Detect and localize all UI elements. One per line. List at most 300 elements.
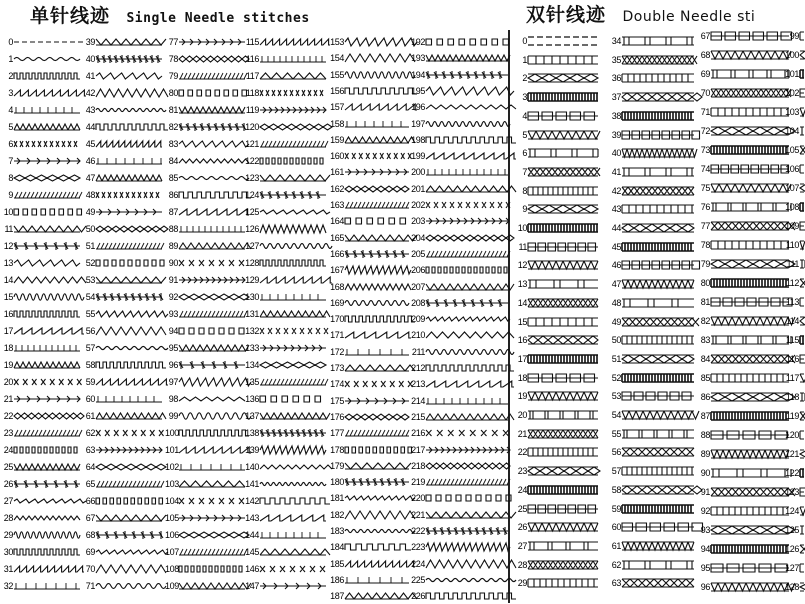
single-needle-stitch-row — [409, 539, 508, 555]
single-needle-stitch-number: 91 — [168, 275, 178, 285]
double-needle-stitch-row — [783, 541, 804, 557]
double-needle-stitch-number: 68 — [700, 50, 710, 60]
single-needle-stitch-row — [82, 374, 162, 390]
single-needle-stitch-pattern — [96, 290, 162, 304]
double-needle-stitch-row — [608, 145, 694, 161]
single-needle-stitch-row — [82, 153, 162, 169]
double-needle-stitch-pattern — [622, 427, 694, 441]
single-needle-stitch-pattern — [14, 137, 80, 151]
double-needle-stitch-row — [697, 579, 789, 595]
single-needle-stitch-row — [409, 116, 508, 132]
single-needle-stitch-number: 15 — [3, 292, 13, 302]
double-needle-stitch-row — [783, 161, 804, 177]
double-needle-stitch-pattern — [528, 146, 598, 160]
single-needle-stitch-number: 159 — [330, 134, 344, 145]
double-needle-stitch-pattern — [711, 485, 789, 499]
double-needle-stitch-number: 10 — [517, 223, 527, 233]
double-needle-stitch-pattern — [528, 408, 598, 422]
double-needle-stitch-row — [783, 427, 804, 443]
single-needle-stitch-pattern — [345, 589, 409, 603]
single-needle-stitch-row — [328, 376, 409, 392]
single-needle-stitch-pattern — [426, 51, 508, 65]
single-needle-stitch-number: 166 — [330, 248, 344, 259]
double-needle-stitch-row — [516, 201, 598, 217]
double-needle-stitch-row — [783, 408, 804, 424]
single-needle-stitch-pattern — [260, 239, 326, 253]
double-needle-stitch-pattern — [622, 165, 694, 179]
double-needle-stitch-number: 18 — [517, 372, 527, 383]
double-needle-stitch-number: 13 — [517, 279, 527, 290]
single-needle-stitch-pattern — [14, 239, 80, 253]
double-needle-stitch-row — [697, 427, 789, 443]
double-needle-stitch-row — [697, 332, 789, 348]
single-needle-stitch-pattern — [345, 573, 409, 587]
single-needle-stitch-pattern — [96, 188, 162, 202]
double-needle-stitch-number: 24 — [517, 484, 527, 495]
single-needle-stitch-row — [244, 51, 326, 67]
single-needle-stitch-number: 8 — [8, 173, 13, 183]
single-needle-stitch-number: 155 — [330, 69, 344, 80]
single-needle-stitch-pattern — [14, 562, 80, 576]
single-needle-stitch-row — [2, 391, 80, 407]
double-needle-stitch-pattern — [800, 276, 804, 290]
single-needle-stitch-row — [165, 408, 245, 424]
double-needle-stitch-pattern — [800, 86, 804, 100]
double-needle-stitch-row — [516, 557, 598, 573]
single-needle-stitch-number: 129 — [245, 275, 259, 285]
double-needle-stitch-row — [516, 519, 598, 535]
single-needle-stitch-pattern — [260, 426, 326, 440]
double-needle-stitch-pattern — [711, 333, 789, 347]
single-needle-stitch-row — [328, 409, 409, 425]
double-needle-stitch-pattern — [622, 352, 694, 366]
single-needle-stitch-number: 195 — [411, 85, 425, 96]
double-needle-stitch-row — [516, 407, 598, 423]
double-needle-stitch-pattern — [711, 67, 789, 81]
single-needle-stitch-number: 103 — [165, 479, 179, 489]
double-needle-stitch-row — [608, 482, 694, 498]
single-needle-stitch-number: 124 — [245, 190, 259, 200]
single-needle-stitch-row — [409, 507, 508, 523]
single-needle-stitch-number: 210 — [411, 330, 425, 341]
double-needle-stitch-row — [516, 108, 598, 124]
single-needle-stitch-row — [244, 340, 326, 356]
single-needle-stitch-row — [2, 544, 80, 560]
single-needle-stitch-row — [409, 588, 508, 604]
single-needle-stitch-number: 7 — [8, 156, 13, 166]
single-needle-stitch-row — [165, 221, 245, 237]
single-needle-stitch-pattern — [426, 394, 508, 408]
single-needle-stitch-number: 105 — [165, 513, 179, 523]
double-needle-stitch-number: 105 — [785, 145, 799, 155]
single-needle-stitch-pattern — [96, 375, 162, 389]
single-needle-stitch-pattern — [14, 171, 80, 185]
double-needle-stitch-pattern — [528, 258, 598, 272]
single-needle-stitch-number: 169 — [330, 297, 344, 308]
double-needle-stitch-pattern — [622, 539, 694, 553]
double-needle-stitch-pattern — [711, 523, 789, 537]
single-needle-stitch-row — [2, 170, 80, 186]
double-needle-stitch-row — [608, 257, 694, 273]
single-needle-stitch-row — [328, 262, 409, 278]
double-needle-stitch-pattern — [711, 314, 789, 328]
single-needle-stitch-number: 173 — [330, 363, 344, 373]
single-needle-stitch-pattern — [179, 545, 245, 559]
single-needle-stitch-row — [244, 136, 326, 152]
single-needle-stitch-pattern — [179, 375, 245, 389]
double-needle-title — [526, 0, 755, 27]
single-needle-stitch-pattern — [426, 557, 508, 571]
single-needle-stitch-number: 138 — [245, 428, 259, 438]
double-needle-stitch-pattern — [622, 371, 694, 385]
single-needle-stitch-pattern — [96, 86, 162, 100]
double-needle-stitch-pattern — [622, 34, 694, 48]
double-needle-stitch-number: 122 — [785, 468, 799, 478]
single-needle-stitch-row — [244, 119, 326, 135]
double-needle-stitch-pattern — [800, 314, 804, 328]
single-needle-stitch-pattern — [96, 324, 162, 338]
single-needle-stitch-pattern — [96, 171, 162, 185]
double-needle-stitch-number: 42 — [611, 185, 621, 196]
double-needle-stitch-pattern — [622, 184, 694, 198]
single-needle-stitch-row — [328, 490, 409, 506]
double-needle-stitch-number: 11 — [518, 241, 527, 252]
single-needle-stitch-pattern — [179, 256, 245, 270]
double-needle-stitch-row — [697, 370, 789, 386]
single-needle-stitch-row — [244, 85, 326, 101]
single-needle-stitch-pattern — [345, 182, 409, 196]
double-needle-stitch-number: 7 — [522, 166, 527, 177]
double-needle-stitch-row — [516, 276, 598, 292]
single-needle-stitch-row — [82, 221, 162, 237]
single-needle-stitch-number: 203 — [411, 216, 425, 227]
double-needle-stitch-row — [783, 351, 804, 367]
single-needle-stitch-number: 84 — [168, 156, 178, 166]
single-needle-stitch-row — [165, 289, 245, 305]
single-needle-stitch-pattern — [345, 35, 409, 49]
single-needle-stitch-number: 167 — [330, 265, 344, 276]
single-needle-stitch-number: 146 — [245, 564, 259, 574]
single-needle-stitch-row — [328, 474, 409, 490]
double-needle-stitch-pattern — [800, 561, 804, 575]
double-needle-stitch-row — [516, 426, 598, 442]
double-needle-stitch-row — [697, 389, 789, 405]
single-needle-stitch-number: 107 — [165, 547, 179, 557]
single-needle-stitch-pattern — [96, 494, 162, 508]
double-needle-stitch-number: 37 — [611, 92, 621, 103]
single-needle-stitch-number: 115 — [245, 37, 259, 47]
double-needle-stitch-number: 113 — [785, 297, 799, 307]
single-needle-stitch-number: 31 — [3, 564, 13, 574]
single-needle-stitch-number: 215 — [411, 411, 425, 422]
single-needle-stitch-number: 205 — [411, 248, 425, 259]
double-needle-stitch-pattern — [800, 542, 804, 556]
single-needle-stitch-row — [165, 51, 245, 67]
single-needle-stitch-pattern — [179, 426, 245, 440]
single-needle-stitch-pattern — [14, 222, 80, 236]
single-needle-stitch-pattern — [179, 52, 245, 66]
single-needle-stitch-pattern — [345, 84, 409, 98]
single-needle-stitch-number: 181 — [330, 493, 344, 504]
single-needle-stitch-row — [2, 136, 80, 152]
single-needle-stitch-number: 176 — [330, 411, 344, 422]
double-needle-stitch-row — [783, 465, 804, 481]
single-needle-stitch-row — [2, 561, 80, 577]
single-needle-stitch-row — [328, 116, 409, 132]
single-needle-stitch-pattern — [345, 540, 409, 554]
single-needle-stitch-number: 172 — [330, 346, 344, 357]
single-needle-stitch-row — [409, 572, 508, 588]
double-needle-stitch-number: 63 — [611, 578, 621, 589]
single-needle-stitch-number: 70 — [85, 564, 95, 574]
single-needle-stitch-number: 87 — [168, 207, 178, 217]
double-needle-stitch-row — [608, 519, 694, 535]
single-needle-stitch-number: 77 — [168, 37, 178, 47]
double-needle-stitch-number: 88 — [700, 430, 710, 440]
single-needle-stitch-number: 109 — [165, 581, 179, 591]
single-needle-stitch-row — [165, 391, 245, 407]
single-needle-stitch-row — [165, 153, 245, 169]
single-needle-stitch-row — [82, 442, 162, 458]
double-needle-stitch-pattern — [711, 371, 789, 385]
single-needle-stitch-pattern — [345, 443, 409, 457]
single-needle-stitch-row — [2, 459, 80, 475]
single-needle-stitch-number: 200 — [411, 167, 425, 178]
single-needle-stitch-pattern — [96, 137, 162, 151]
double-needle-stitch-row — [608, 407, 694, 423]
single-needle-stitch-pattern — [96, 69, 162, 83]
double-needle-stitch-row — [516, 575, 598, 591]
double-needle-stitch-number: 120 — [785, 430, 799, 440]
double-needle-stitch-row — [783, 199, 804, 215]
single-needle-stitch-pattern — [345, 508, 409, 522]
single-needle-stitch-pattern — [345, 394, 409, 408]
double-needle-stitch-row — [516, 370, 598, 386]
double-needle-stitch-row — [608, 239, 694, 255]
single-needle-stitch-row — [2, 374, 80, 390]
double-needle-stitch-number: 47 — [611, 279, 621, 290]
single-needle-stitch-row — [82, 289, 162, 305]
double-needle-stitch-number: 55 — [611, 428, 621, 439]
double-needle-stitch-number: 114 — [785, 316, 799, 326]
single-needle-stitch-row — [409, 425, 508, 441]
single-needle-stitch-pattern — [96, 358, 162, 372]
double-needle-stitch-pattern — [711, 181, 789, 195]
double-needle-stitch-number: 74 — [700, 164, 710, 174]
single-needle-stitch-pattern — [345, 557, 409, 571]
single-needle-stitch-pattern — [96, 35, 162, 49]
single-needle-stitch-pattern — [14, 477, 80, 491]
double-needle-stitch-row — [783, 218, 804, 234]
double-needle-stitch-pattern — [711, 29, 789, 43]
double-needle-stitch-number: 89 — [700, 449, 710, 459]
single-needle-stitch-number: 64 — [85, 462, 95, 472]
single-needle-stitch-number: 57 — [85, 343, 95, 353]
double-needle-stitch-row — [783, 237, 804, 253]
single-needle-stitch-pattern — [260, 307, 326, 321]
double-needle-stitch-number: 100 — [785, 50, 799, 60]
single-needle-stitch-row — [165, 255, 245, 271]
single-needle-stitch-pattern — [179, 290, 245, 304]
double-needle-stitch-row — [783, 313, 804, 329]
single-needle-stitch-number: 106 — [165, 530, 179, 540]
single-needle-stitch-row — [409, 344, 508, 360]
double-needle-stitch-row — [516, 52, 598, 68]
single-needle-stitch-number: 100 — [165, 428, 179, 438]
single-needle-stitch-pattern — [96, 256, 162, 270]
single-needle-stitch-number: 21 — [3, 394, 13, 404]
double-needle-stitch-row — [783, 66, 804, 82]
single-needle-stitch-pattern — [96, 409, 162, 423]
single-needle-stitch-number: 144 — [245, 530, 259, 540]
single-needle-stitch-row — [328, 50, 409, 66]
double-needle-title-cn: 双针线迹 — [526, 4, 607, 26]
single-needle-stitch-number: 59 — [85, 377, 95, 387]
single-needle-stitch-pattern — [426, 133, 508, 147]
double-needle-stitch-pattern — [528, 483, 598, 497]
double-needle-stitch-number: 29 — [517, 578, 527, 589]
single-needle-stitch-pattern — [260, 460, 326, 474]
double-needle-stitch-row — [697, 199, 789, 215]
double-needle-stitch-pattern — [528, 296, 598, 310]
single-needle-stitch-number: 180 — [330, 477, 344, 488]
single-needle-stitch-row — [328, 588, 409, 604]
single-needle-stitch-number: 118 — [245, 88, 259, 98]
single-needle-stitch-number: 22 — [3, 411, 13, 421]
single-needle-stitch-row — [328, 197, 409, 213]
single-needle-stitch-number: 164 — [330, 216, 344, 227]
double-needle-stitch-number: 84 — [700, 354, 710, 364]
single-needle-stitch-pattern — [96, 154, 162, 168]
single-needle-stitch-row — [409, 409, 508, 425]
double-needle-stitch-number: 44 — [611, 223, 621, 233]
double-needle-stitch-pattern — [622, 389, 694, 403]
single-needle-stitch-row — [244, 476, 326, 492]
single-needle-stitch-row — [244, 459, 326, 475]
single-needle-stitch-number: 41 — [85, 71, 95, 81]
double-needle-stitch-number: 121 — [785, 449, 799, 459]
double-needle-stitch-number: 56 — [611, 447, 621, 458]
single-needle-stitch-pattern — [179, 205, 245, 219]
single-needle-stitch-row — [328, 83, 409, 99]
single-needle-stitch-row — [328, 181, 409, 197]
single-needle-stitch-number: 116 — [245, 54, 259, 64]
single-needle-stitch-pattern — [96, 222, 162, 236]
single-needle-stitch-pattern — [426, 573, 508, 587]
double-needle-stitch-number: 43 — [611, 204, 621, 215]
single-needle-stitch-row — [2, 306, 80, 322]
single-needle-stitch-pattern — [260, 341, 326, 355]
single-needle-stitch-number: 80 — [168, 88, 178, 98]
double-needle-stitch-pattern — [622, 576, 694, 590]
single-needle-stitch-row — [165, 102, 245, 118]
single-needle-stitch-number: 170 — [330, 314, 344, 325]
single-needle-stitch-pattern — [14, 511, 80, 525]
double-needle-stitch-row — [516, 127, 598, 143]
single-needle-stitch-row — [82, 255, 162, 271]
single-needle-stitch-row — [409, 376, 508, 392]
single-needle-stitch-pattern — [426, 589, 508, 603]
double-needle-stitch-row — [697, 237, 789, 253]
single-needle-stitch-pattern — [260, 188, 326, 202]
single-needle-stitch-pattern — [260, 154, 326, 168]
double-needle-stitch-row — [516, 70, 598, 86]
double-needle-stitch-pattern — [800, 181, 804, 195]
double-needle-stitch-number: 115 — [785, 335, 799, 345]
single-needle-stitch-row — [165, 187, 245, 203]
single-needle-stitch-number: 127 — [245, 241, 259, 251]
single-needle-stitch-row — [2, 221, 80, 237]
single-needle-stitch-row — [2, 85, 80, 101]
single-needle-stitch-number: 50 — [85, 224, 95, 234]
single-needle-stitch-pattern — [96, 562, 162, 576]
single-needle-stitch-number: 27 — [3, 496, 13, 506]
single-needle-stitch-row — [409, 360, 508, 376]
single-needle-stitch-number: 194 — [411, 69, 425, 80]
single-needle-stitch-number: 202 — [411, 200, 425, 210]
double-needle-stitch-number: 14 — [517, 297, 527, 308]
single-needle-stitch-number: 47 — [85, 173, 95, 183]
single-needle-stitch-pattern — [260, 392, 326, 406]
single-needle-stitch-pattern — [14, 392, 80, 406]
single-needle-stitch-number: 179 — [330, 460, 344, 471]
single-needle-stitch-number: 143 — [245, 513, 259, 523]
single-needle-stitch-pattern — [96, 307, 162, 321]
single-needle-stitch-number: 217 — [411, 444, 425, 455]
double-needle-stitch-pattern — [622, 109, 694, 123]
single-needle-stitch-number: 216 — [411, 428, 425, 439]
double-needle-stitch-pattern — [800, 143, 804, 157]
single-needle-stitch-row — [328, 295, 409, 311]
double-needle-stitch-number: 38 — [611, 110, 621, 121]
double-needle-stitch-row — [608, 52, 694, 68]
single-needle-stitch-row — [82, 544, 162, 560]
single-needle-stitch-pattern — [179, 222, 245, 236]
single-needle-stitch-pattern — [345, 117, 409, 131]
single-needle-stitch-row — [82, 119, 162, 135]
double-needle-stitch-pattern — [800, 409, 804, 423]
double-needle-stitch-row — [697, 104, 789, 120]
single-needle-stitch-pattern — [260, 103, 326, 117]
single-needle-stitch-number: 142 — [245, 496, 259, 506]
double-needle-stitch-pattern — [711, 276, 789, 290]
single-needle-stitch-row — [244, 170, 326, 186]
single-needle-stitch-number: 56 — [85, 326, 95, 336]
single-needle-stitch-pattern — [14, 494, 80, 508]
single-needle-stitch-row — [328, 539, 409, 555]
single-needle-stitch-number: 16 — [3, 309, 13, 319]
single-needle-stitch-pattern — [345, 524, 409, 538]
single-needle-stitch-pattern — [426, 68, 508, 82]
double-needle-stitch-number: 5 — [522, 129, 527, 140]
single-needle-stitch-row — [2, 425, 80, 441]
single-needle-stitch-row — [409, 213, 508, 229]
double-needle-stitch-row — [516, 257, 598, 273]
single-needle-stitch-row — [409, 148, 508, 164]
single-needle-stitch-row — [409, 164, 508, 180]
single-needle-stitch-row — [82, 493, 162, 509]
double-needle-stitch-number: 39 — [611, 129, 621, 140]
single-needle-stitch-pattern — [345, 133, 409, 147]
single-needle-stitch-row — [2, 578, 80, 594]
single-needle-stitch-row — [2, 510, 80, 526]
single-needle-stitch-number: 104 — [165, 496, 179, 506]
single-needle-stitch-number: 19 — [3, 360, 13, 370]
single-needle-stitch-pattern — [426, 540, 508, 554]
double-needle-stitch-pattern — [800, 48, 804, 62]
single-needle-stitch-number: 81 — [168, 105, 178, 115]
single-needle-stitch-pattern — [345, 100, 409, 114]
